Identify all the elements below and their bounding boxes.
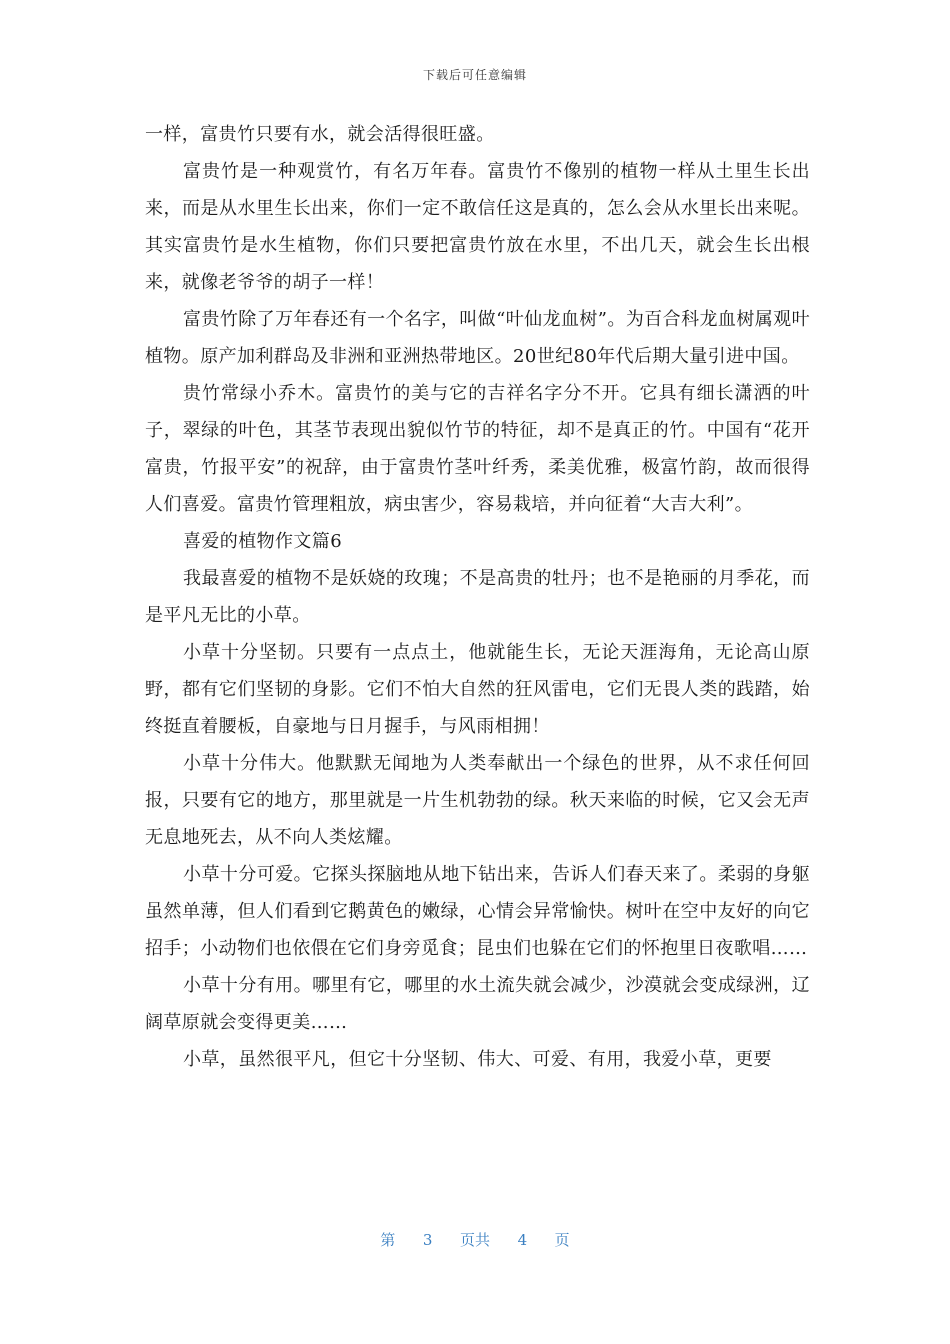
section-heading: 喜爱的植物作文篇6 xyxy=(183,531,343,552)
paragraph: 小草，虽然很平凡，但它十分坚韧、伟大、可爱、有用，我爱小草，更要 xyxy=(183,1049,772,1070)
footer-middle: 页共 xyxy=(459,1231,490,1249)
total-page-number: 4 xyxy=(517,1231,528,1249)
paragraph: 富贵竹是一种观赏竹，有名万年春。富贵竹不像别的植物一样从土里生长出来，而是从水里生长出来，你们一定不敢信任这是真的，怎么会从水里长出来呢。其实富贵竹是水生植物，你们只要把富贵竹放在水里，不出几天，就会生长出根来，就像老爷爷的胡子一样！ xyxy=(145,161,810,293)
paragraph: 小草十分坚韧。只要有一点点土，他就能生长，无论天涯海角，无论高山原野，都有它们坚韧的身影。它们不怕大自然的狂风雷电，它们无畏人类的践踏，始终挺直着腰板，自豪地与日月握手，与风雨相拥！ xyxy=(145,642,810,737)
paragraph: 我最喜爱的植物不是妖娆的玫瑰；不是高贵的牡丹；也不是艳丽的月季花，而是平凡无比的小草。 xyxy=(145,568,810,626)
paragraph: 贵竹常绿小乔木。富贵竹的美与它的吉祥名字分不开。它具有细长潇洒的叶子，翠绿的叶色，其茎节表现出貌似竹节的特征，却不是真正的竹。中国有“花开富贵，竹报平安”的祝辞，由于富贵竹茎叶纤秀，柔美优雅，极富竹韵，故而很得人们喜爱。富贵竹管理粗放，病虫害少，容易栽培，并向征着“大吉大利”。 xyxy=(145,383,810,515)
paragraph: 小草十分有用。哪里有它，哪里的水土流失就会减少，沙漠就会变成绿洲，辽阔草原就会变得更美…… xyxy=(145,975,810,1033)
page-footer xyxy=(0,1229,950,1250)
paragraph: 富贵竹除了万年春还有一个名字，叫做“叶仙龙血树”。为百合科龙血树属观叶植物。原产加利群岛及非洲和亚洲热带地区。20世纪80年代后期大量引进中国。 xyxy=(145,309,810,367)
document-body xyxy=(145,116,810,1078)
current-page-number: 3 xyxy=(422,1231,433,1249)
page-header: 下载后可任意编辑 xyxy=(422,68,527,82)
paragraph: 一样，富贵竹只要有水，就会活得很旺盛。 xyxy=(145,124,495,145)
footer-prefix: 第 xyxy=(380,1231,396,1249)
paragraph: 小草十分伟大。他默默无闻地为人类奉献出一个绿色的世界，从不求任何回报，只要有它的地方，那里就是一片生机勃勃的绿。秋天来临的时候，它又会无声无息地死去，从不向人类炫耀。 xyxy=(145,753,810,848)
paragraph: 小草十分可爱。它探头探脑地从地下钻出来，告诉人们春天来了。柔弱的身躯虽然单薄，但人们看到它鹅黄色的嫩绿，心情会异常愉快。树叶在空中友好的向它招手；小动物们也依偎在它们身旁觅食；昆虫们也躲在它们的怀抱里日夜歌唱…… xyxy=(145,864,810,959)
footer-suffix: 页 xyxy=(554,1231,570,1249)
